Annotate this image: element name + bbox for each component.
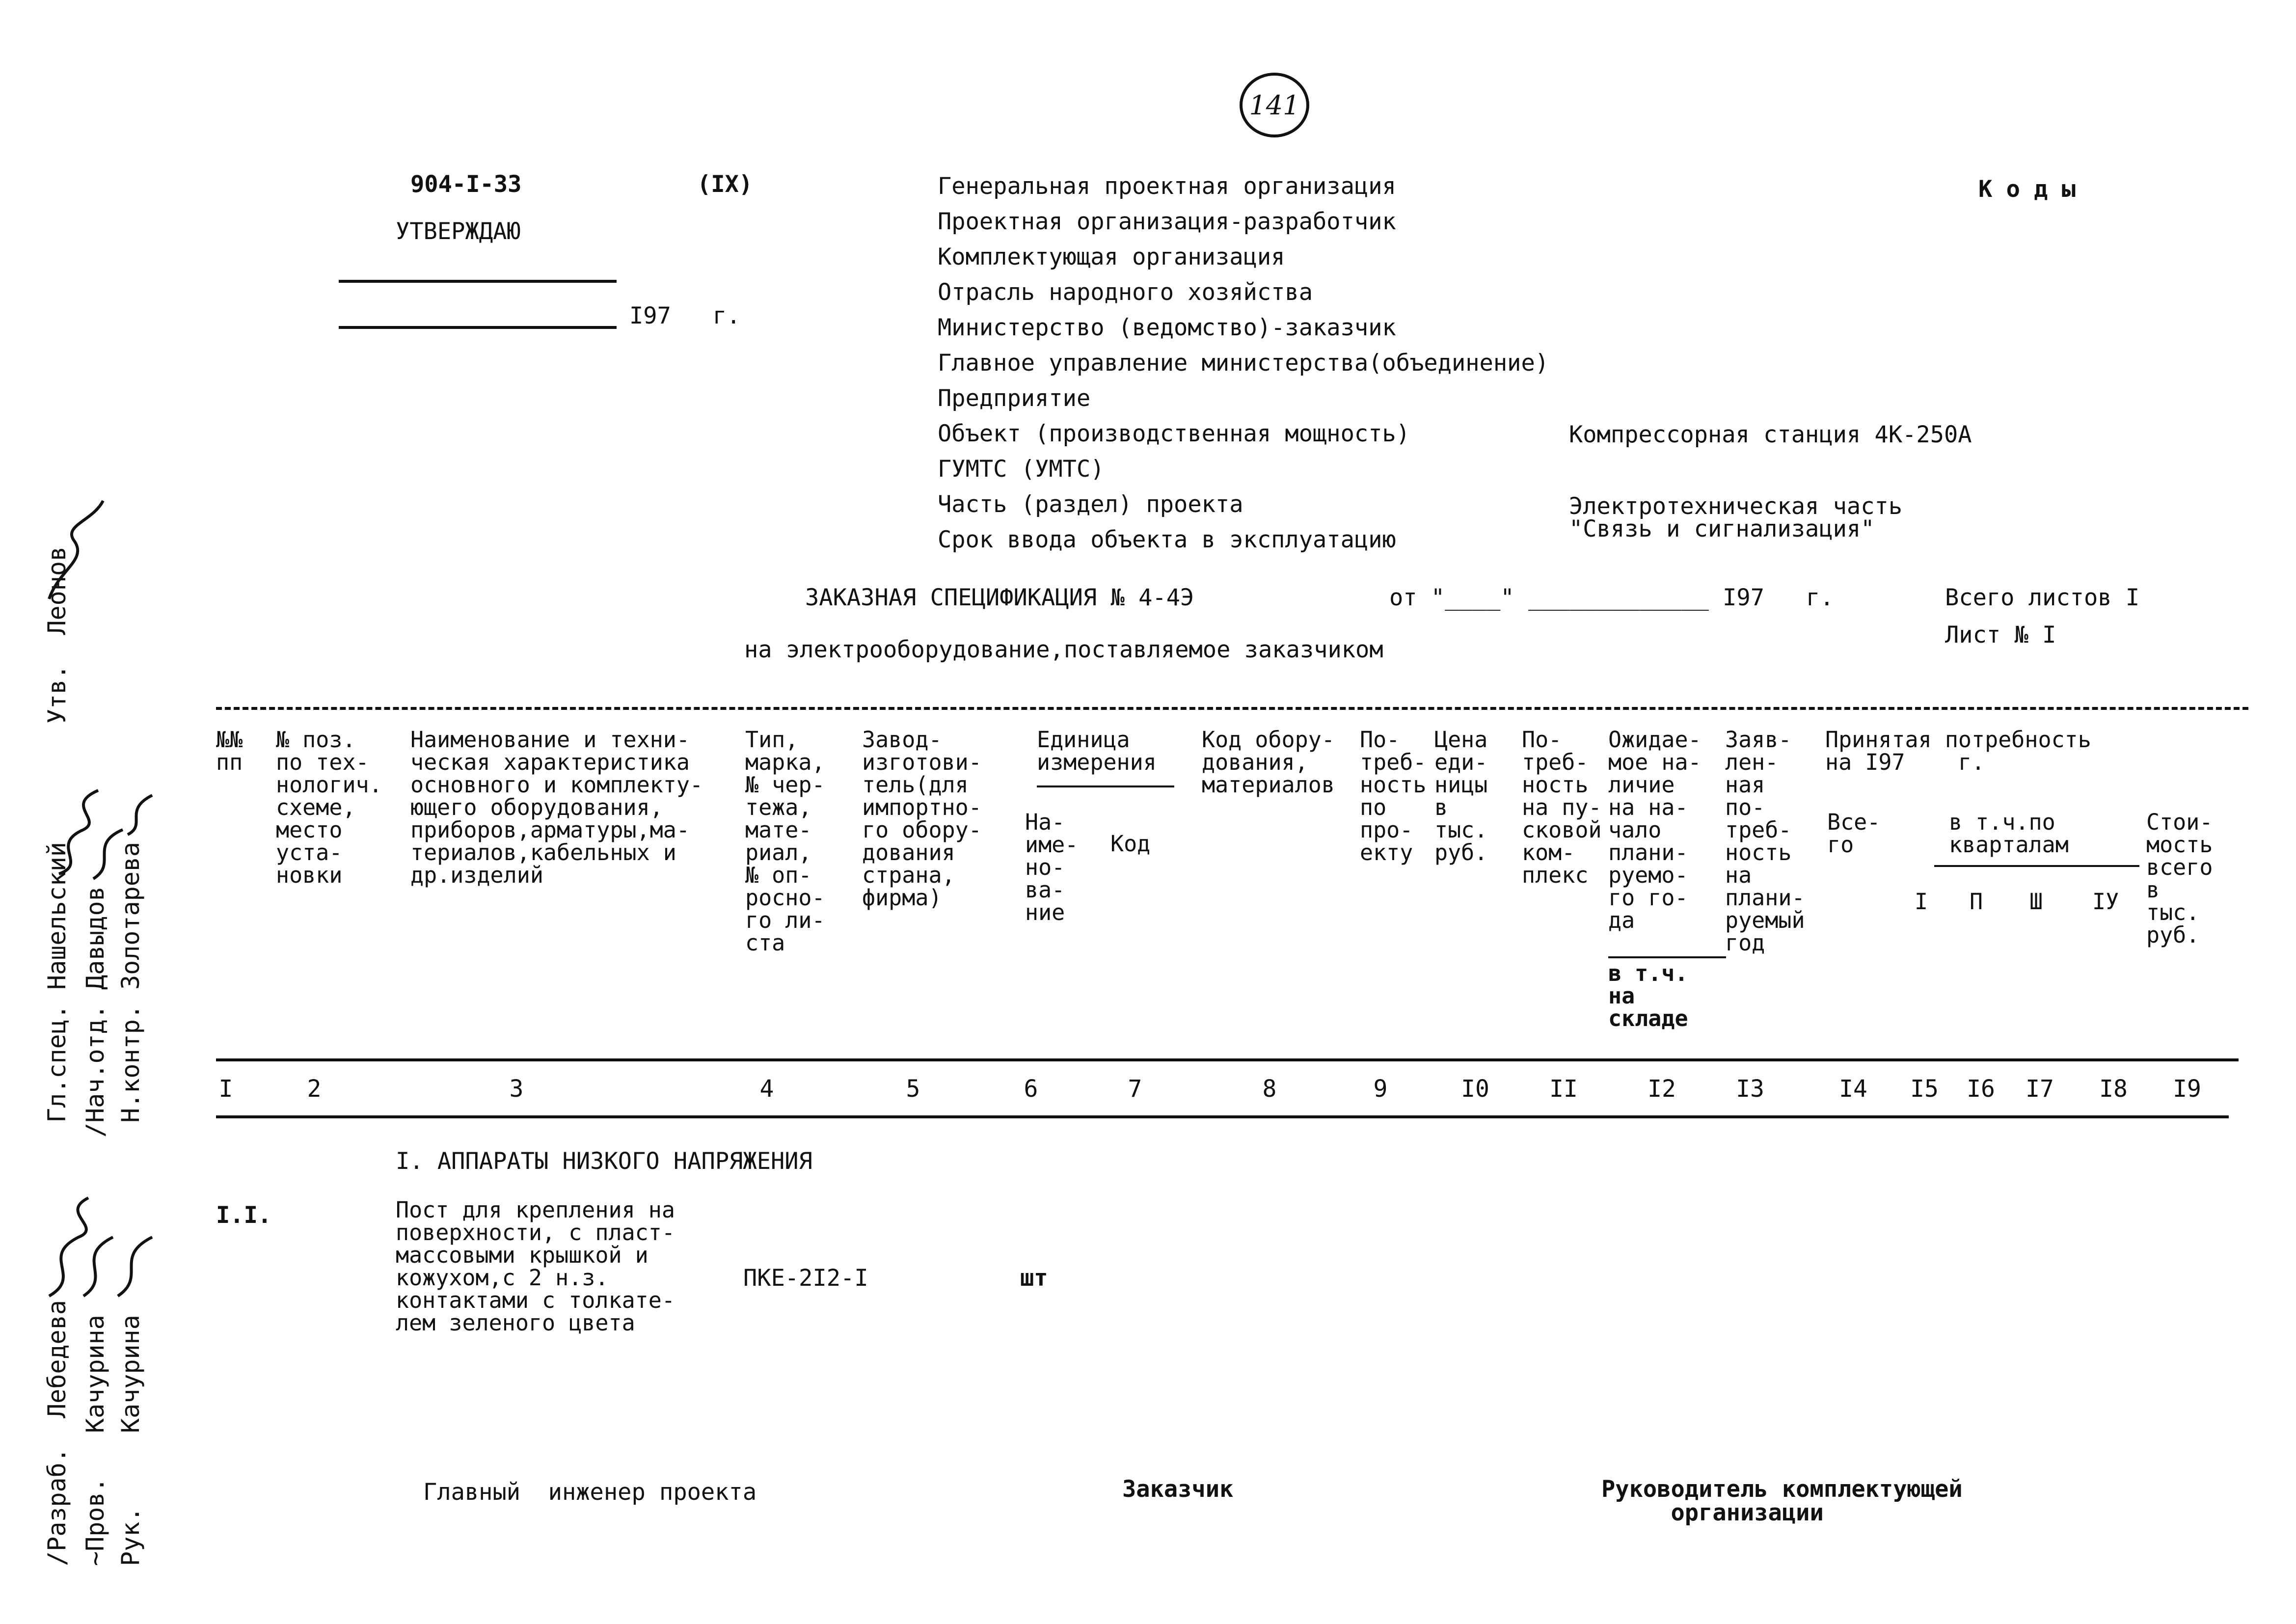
approve-year: I97 г.	[629, 302, 741, 329]
header-total: Все- го	[1827, 809, 1881, 858]
row-unit: шт	[1020, 1265, 1048, 1292]
doc-code: 904-I-33	[410, 171, 522, 198]
column-number: I0	[1461, 1075, 1489, 1103]
org-field: Часть (раздел) проекта	[938, 491, 1243, 518]
total-sheets: Всего листов I	[1945, 584, 2140, 611]
column-number: I2	[1648, 1075, 1676, 1103]
org-field: Предприятие	[938, 385, 1091, 412]
row-number: I.I.	[216, 1202, 272, 1229]
header-startup-need: По- треб- ность на пу- сковой ком- плекс	[1522, 727, 1602, 888]
part-value-2: "Связь и сигнализация"	[1569, 515, 1875, 542]
expected-divider	[1608, 956, 1726, 958]
column-number: 9	[1373, 1075, 1388, 1103]
column-number: 3	[509, 1075, 524, 1103]
chief-engineer-label: Главный инженер проекта	[423, 1479, 757, 1506]
column-number: 5	[906, 1075, 920, 1103]
column-number: I9	[2173, 1075, 2201, 1103]
column-number: I3	[1736, 1075, 1764, 1103]
header-unit-price: Цена еди- ницы в тыс. руб.	[1434, 727, 1488, 866]
header-unit-name: На- име- но- ва- ние	[1025, 809, 1079, 925]
spec-title: ЗАКАЗНАЯ СПЕЦИФИКАЦИЯ № 4-4Э	[805, 584, 1194, 611]
header-q2: П	[1970, 889, 1983, 915]
column-number: I6	[1967, 1075, 1995, 1103]
header-manufacturer: Завод- изготови- тель(для импортно- го обору- дования страна, фирма)	[862, 727, 982, 911]
approve-line	[339, 280, 617, 283]
header-q3: Ш	[2029, 889, 2043, 915]
header-unit: Единица измерения	[1037, 727, 1157, 775]
header-expected: Ожидае- мое на- личие на на- чало плани- руемо- го го- да	[1608, 727, 1702, 933]
column-number: I5	[1910, 1075, 1939, 1103]
header-in-stock: в т.ч. на складе	[1608, 960, 1688, 1031]
date-line	[339, 326, 617, 329]
org-field: Объект (производственная мощность)	[938, 420, 1410, 447]
column-number: 7	[1128, 1075, 1142, 1103]
header-type: Тип, марка, № чер- тежа, мате- риал, № оп- росно- го ли- ста	[745, 727, 825, 956]
side-stamp-col3: Рук. Качурина Н.контр. Золотарева	[116, 841, 145, 1566]
column-number: 2	[307, 1075, 322, 1103]
codes-label: К о д ы	[1978, 176, 2076, 203]
head-org-label: Руководитель комплектующей организации	[1601, 1476, 1963, 1526]
org-field: Проектная организация-разработчик	[938, 208, 1396, 235]
customer-label: Заказчик	[1122, 1476, 1234, 1503]
column-number: 8	[1262, 1075, 1277, 1103]
org-field: Отрасль народного хозяйства	[938, 279, 1313, 306]
header-name: Наименование и техни- ческая характеристика основного и комплекту- ющего оборудования, приборов,арматуры,ма- териалов,кабельных и др.изделий	[410, 727, 703, 888]
header-equipment-code: Код обору- дования, материалов	[1202, 727, 1335, 798]
row-type: ПКЕ-2I2-I	[743, 1265, 868, 1292]
header-accepted: Принятая потребность на I97 г.	[1825, 727, 2091, 775]
page-number: 141	[1240, 73, 1309, 137]
part-value: Электротехническая часть	[1569, 493, 1903, 520]
column-number: I7	[2026, 1075, 2054, 1103]
object-value: Компрессорная станция 4К-250А	[1569, 421, 1972, 448]
sheet-number: Лист № I	[1945, 622, 2056, 649]
column-number: 4	[759, 1075, 774, 1103]
section-title: I. АППАРАТЫ НИЗКОГО НАПРЯЖЕНИЯ	[396, 1148, 812, 1175]
row-name: Пост для крепления на поверхности, с пласт- массовыми крышкой и кожухом,с 2 н.з. контактами с толкате- лем зеленого цвета	[396, 1197, 675, 1336]
column-number: II	[1549, 1075, 1578, 1103]
column-number: I	[218, 1075, 233, 1103]
org-field: Главное управление министерства(объединение)	[938, 350, 1549, 377]
header-project-need: По- треб- ность по про- екту	[1360, 727, 1427, 866]
header-unit-code: Код	[1110, 831, 1151, 857]
side-stamp-col2: ~Пров. Качурина /Нач.отд. Давыдов	[81, 886, 109, 1566]
header-position: № поз. по тех- нологич. схеме, место уста- новки	[276, 727, 382, 888]
quarters-divider	[1934, 865, 2139, 867]
header-bottom-rule	[216, 1058, 2239, 1061]
header-q4: IУ	[2092, 889, 2119, 915]
spec-date: от "____" _____________ I97 г.	[1389, 584, 1834, 611]
side-stamp-col1: /Разраб. Лебедева Гл.спец. Нашельский Утв. Леонов	[43, 546, 71, 1566]
header-cost: Стои- мость всего в тыс. руб.	[2146, 809, 2213, 948]
column-number: 6	[1024, 1075, 1038, 1103]
column-number: I8	[2099, 1075, 2128, 1103]
org-field: Комплектующая организация	[938, 244, 1285, 271]
org-field: ГУМТС (УМТС)	[938, 456, 1105, 483]
spec-subtitle: на электрооборудование,поставляемое заказчиком	[744, 636, 1383, 663]
handwritten-signatures	[29, 491, 157, 1326]
header-num: №№ пп	[216, 727, 243, 775]
column-numbers-rule	[216, 1115, 2229, 1118]
header-q1: I	[1915, 889, 1928, 915]
approve-label: УТВЕРЖДАЮ	[396, 218, 521, 245]
doc-issue: (IX)	[697, 171, 753, 198]
header-quarters: в т.ч.по кварталам	[1949, 809, 2069, 858]
table-top-rule	[216, 707, 2248, 710]
unit-divider	[1037, 785, 1174, 787]
org-field: Генеральная проектная организация	[938, 173, 1396, 200]
org-field: Срок ввода объекта в эксплуатацию	[938, 526, 1396, 553]
column-number: I4	[1839, 1075, 1867, 1103]
header-declared: Заяв- лен- ная по- треб- ность на плани- руемый год	[1725, 727, 1805, 956]
org-field: Министерство (ведомство)-заказчик	[938, 314, 1396, 341]
